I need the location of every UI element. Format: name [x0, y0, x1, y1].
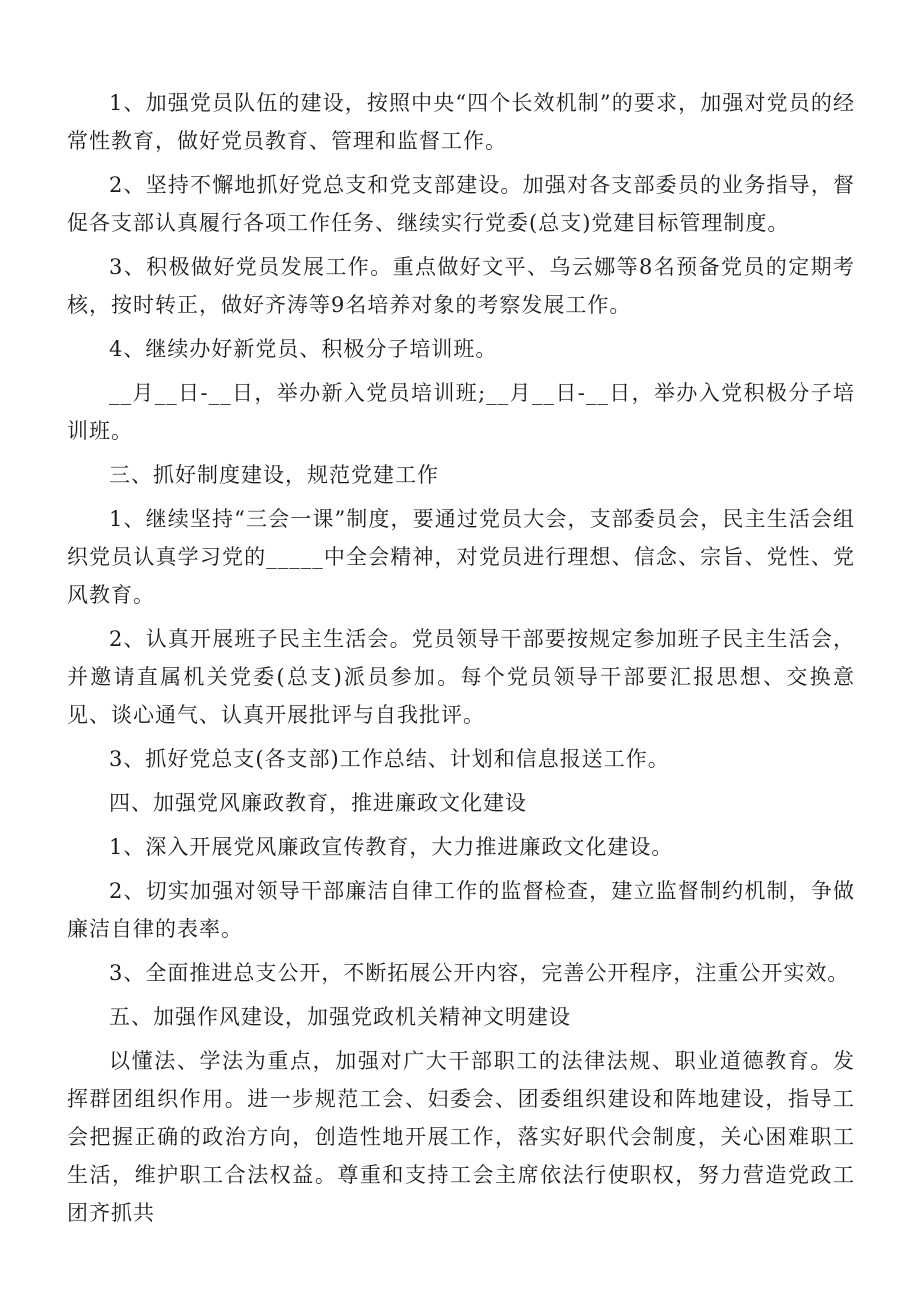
paragraph-2: 2、坚持不懈地抓好党总支和党支部建设。加强对各支部委员的业务指导，督促各支部认真履行各项工作任务、继续实行党委(总支)党建目标管理制度。 — [67, 173, 855, 235]
paragraph-9: 1、深入开展党风廉政宣传教育，大力推进廉政文化建设。 — [109, 835, 674, 859]
paragraph-12: 以懂法、学法为重点，加强对广大干部职工的法律法规、职业道德教育。发挥群团组织作用。进一步规范工会、妇委会、团委组织建设和阵地建设，指导工会把握正确的政治方向，创造性地开展工作，落实好职代会制度，关心困难职工生活，维护职工合法权益。尊重和支持工会主席依法行使职权，努力营造党政工团齐抓共 — [67, 1049, 855, 1225]
paragraph-6: 1、继续坚持“三会一课”制度，要通过党员大会，支部委员会，民主生活会组织党员认真学习党的_____中全会精神，对党员进行理想、信念、宗旨、党性、党风教育。 — [67, 507, 855, 607]
paragraph-11: 3、全面推进总支公开，不断拓展公开内容，完善公开程序，注重公开实效。 — [109, 961, 850, 985]
paragraph-5: __月__日-__日，举办新入党员培训班;__月__日-__日，举办入党积极分子培训班。 — [67, 381, 855, 443]
paragraph-8: 3、抓好党总支(各支部)工作总结、计划和信息报送工作。 — [109, 747, 670, 771]
paragraph-7: 2、认真开展班子民主生活会。党员领导干部要按规定参加班子民主生活会，并邀请直属机关党委(总支)派员参加。每个党员领导干部要汇报思想、交换意见、谈心通气、认真开展批评与自我批评。 — [67, 627, 855, 727]
section-heading-3: 三、抓好制度建设，规范党建工作 — [109, 463, 439, 487]
paragraph-1: 1、加强党员队伍的建设，按照中央“四个长效机制”的要求，加强对党员的经常性教育，做好党员教育、管理和监督工作。 — [67, 91, 855, 153]
section-heading-4: 四、加强党风廉政教育，推进廉政文化建设 — [109, 791, 527, 815]
paragraph-10: 2、切实加强对领导干部廉洁自律工作的监督检查，建立监督制约机制，争做廉洁自律的表率。 — [67, 879, 855, 941]
section-heading-5: 五、加强作风建设，加强党政机关精神文明建设 — [109, 1005, 571, 1029]
document-body — [67, 84, 855, 1238]
paragraph-3: 3、积极做好党员发展工作。重点做好文平、乌云娜等8名预备党员的定期考核，按时转正，做好齐涛等9名培养对象的考察发展工作。 — [67, 255, 855, 317]
paragraph-4: 4、继续办好新党员、积极分子培训班。 — [109, 337, 498, 361]
